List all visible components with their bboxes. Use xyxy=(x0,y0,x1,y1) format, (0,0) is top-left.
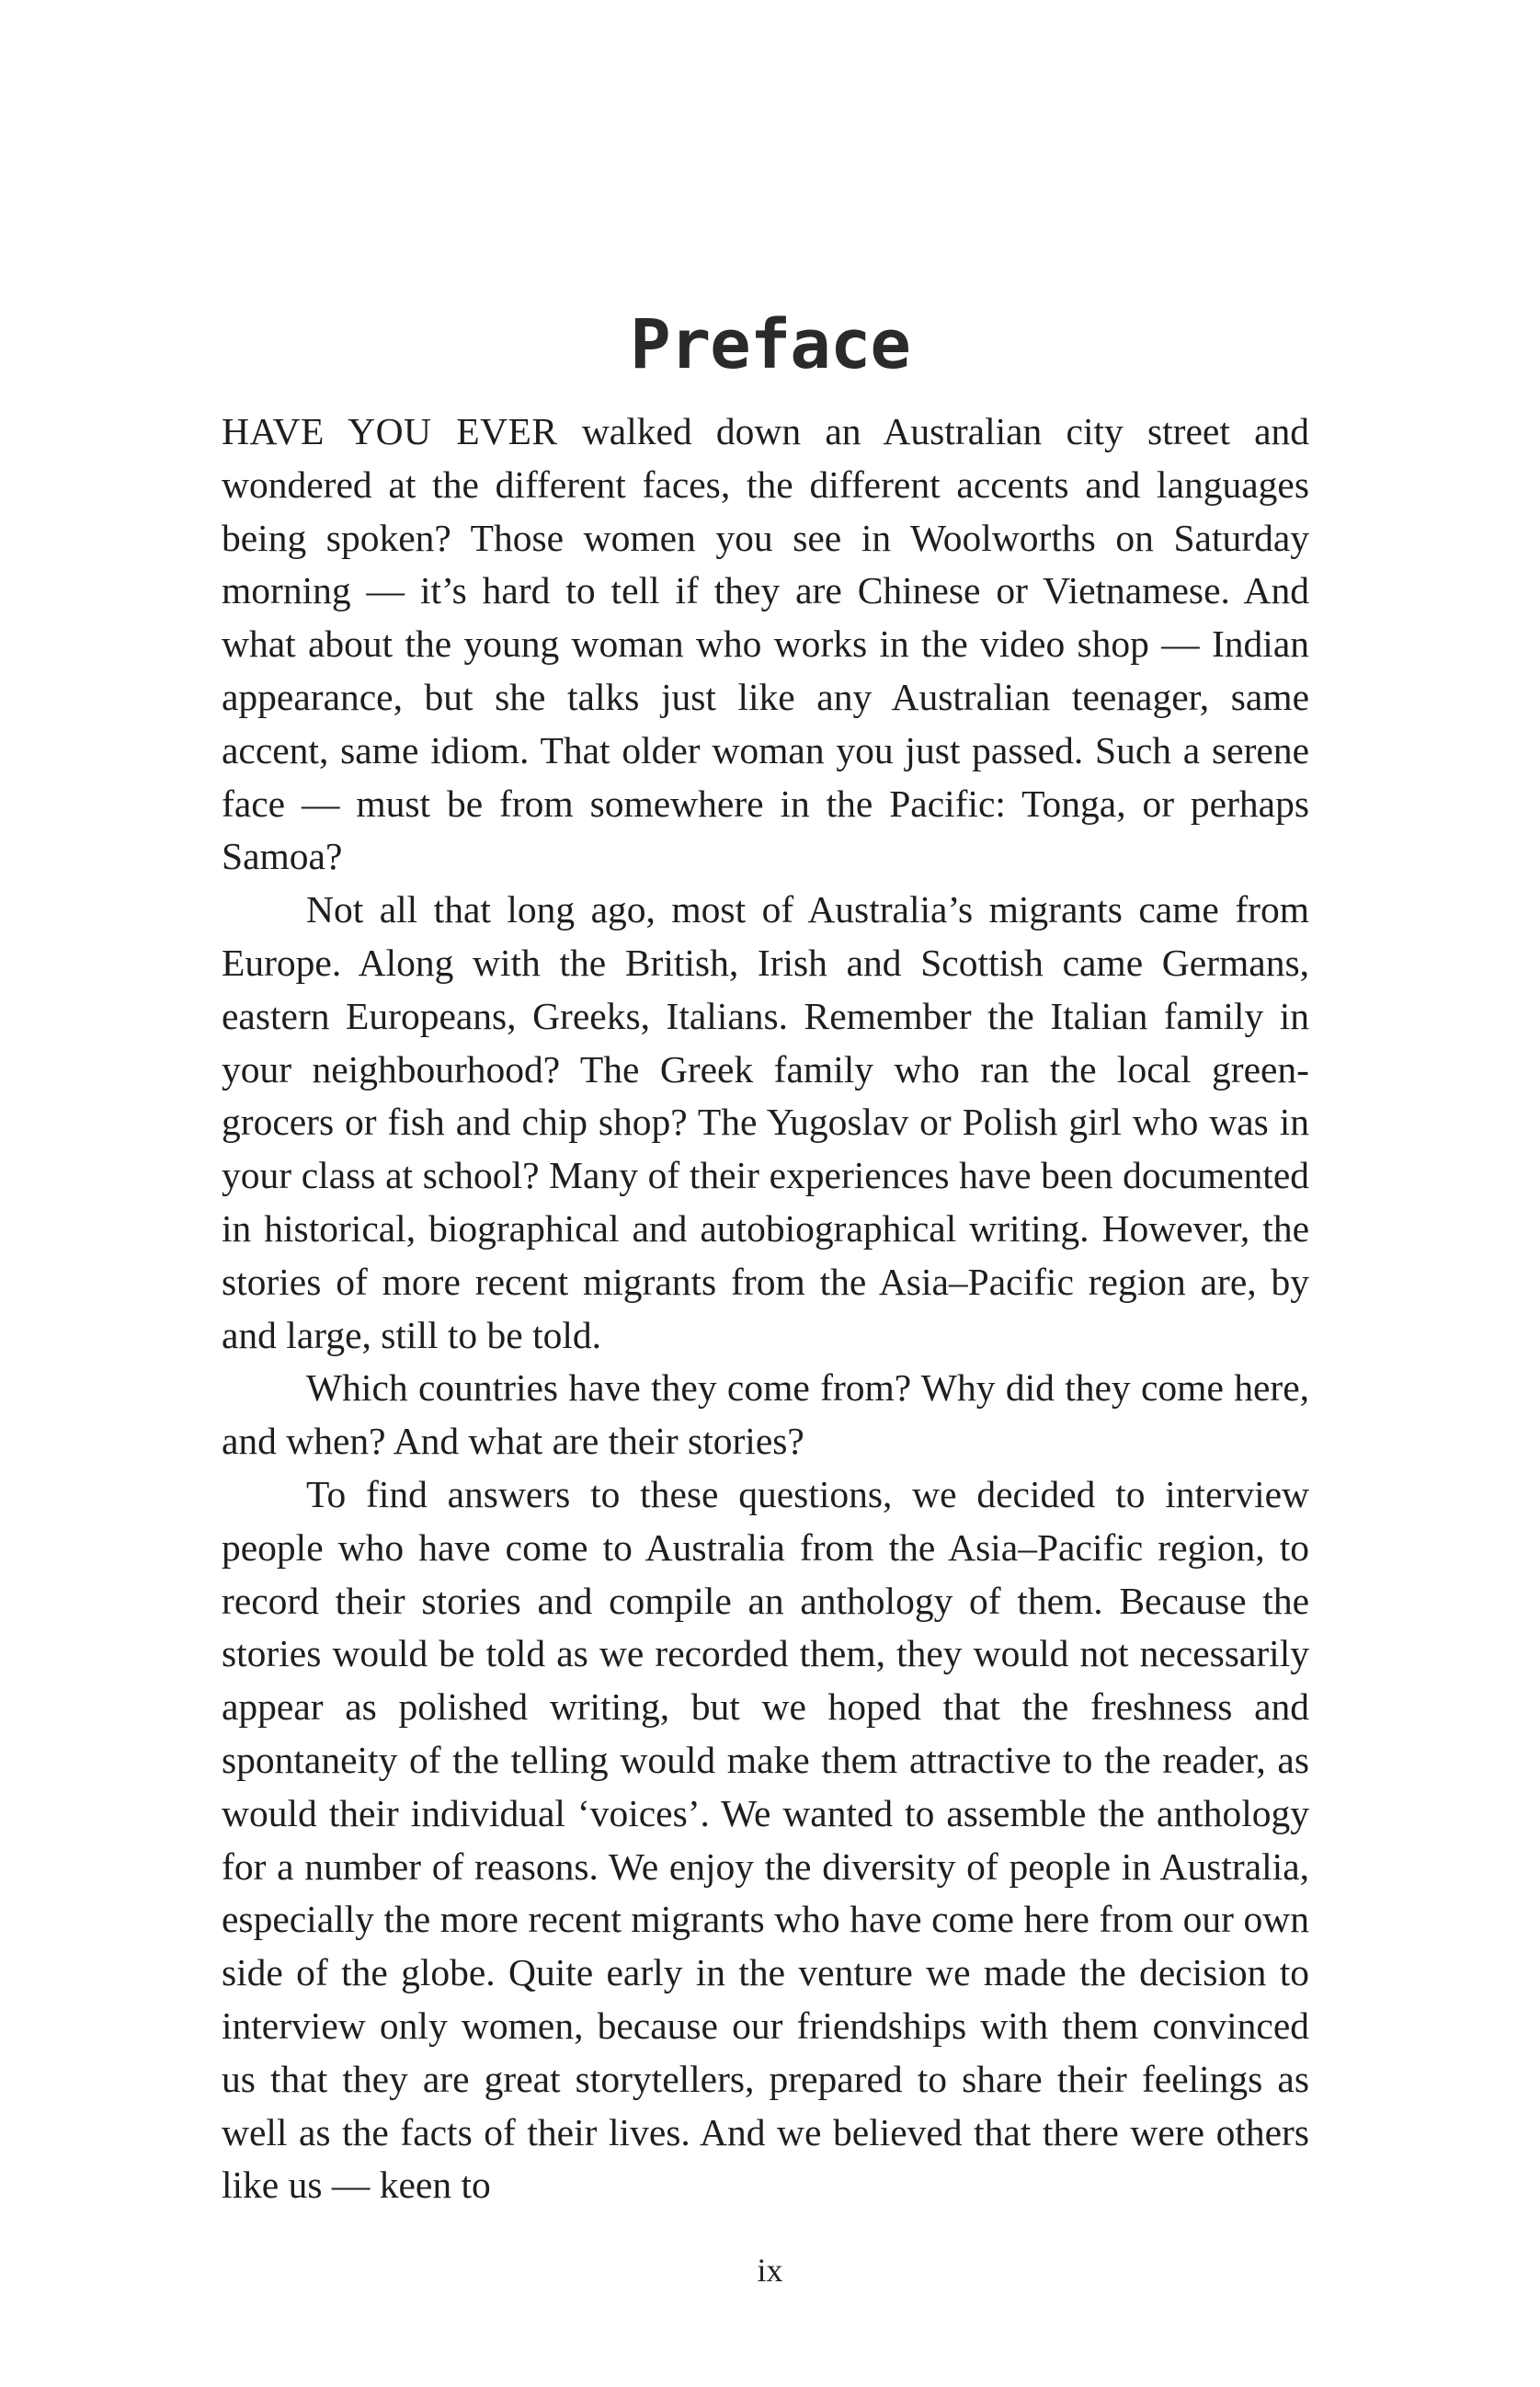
paragraph-4: To find answers to these questions, we decided to interview people who have come to Australia from the Asia–Pacific region, to record their stories and compile an anthology of them. Because the stories would be told as we recorded them, they would not necessarily appear as polished writing, but we hoped that the freshness and spontaneity of the telling would make them attractive to the reader, as would their individual ‘voices’. We wanted to assemble the anthology for a number of reasons. We enjoy the diversity of people in Australia, especially the more recent migrants who have come here from our own side of the globe. Quite early in the venture we made the decision to interview only women, because our friendships with them convinced us that they are great storytellers, prepared to share their feelings as well as the facts of their lives. And we believed that there were others like us — keen to xyxy=(222,1472,1309,2207)
page-number: ix xyxy=(757,2252,783,2289)
opening-caps: HAVE YOU EVER xyxy=(222,410,558,452)
paragraph-1-text: walked down an Australian city street and wondered at the different faces, the different accents and languages being spoken? Those women you see in Woolworths on Saturday morning — it’s hard to tell if they are Chinese or Vietnamese. And what about the young woman who works in the video shop — Indian appearance, but she talks just like any Australian teenager, same accent, same idiom. That older woman you just passed. Such a serene face — must be from somewhere in the Pacific: Tonga, or perhaps Samoa? xyxy=(222,410,1310,878)
paragraph-3: Which countries have they come from? Why did they come here, and when? And what are their stories? xyxy=(222,1366,1309,1463)
body-text xyxy=(222,405,1309,2212)
paragraph-2: Not all that long ago, most of Australia’s migrants came from Europe. Along with the British, Irish and Scottish came Germans, eastern Europeans, Greeks, Italians. Remember the Italian family in your neighbourhood? The Greek family who ran the local green-grocers or fish and chip shop? The Yugoslav or Polish girl who was in your class at school? Many of their experiences have been documented in historical, biographical and autobiographical writing. However, the stories of more recent migrants from the Asia–Pacific region are, by and large, still to be told. xyxy=(222,888,1309,1356)
page-title: Preface xyxy=(630,304,910,384)
paragraph-1 xyxy=(222,405,1309,884)
